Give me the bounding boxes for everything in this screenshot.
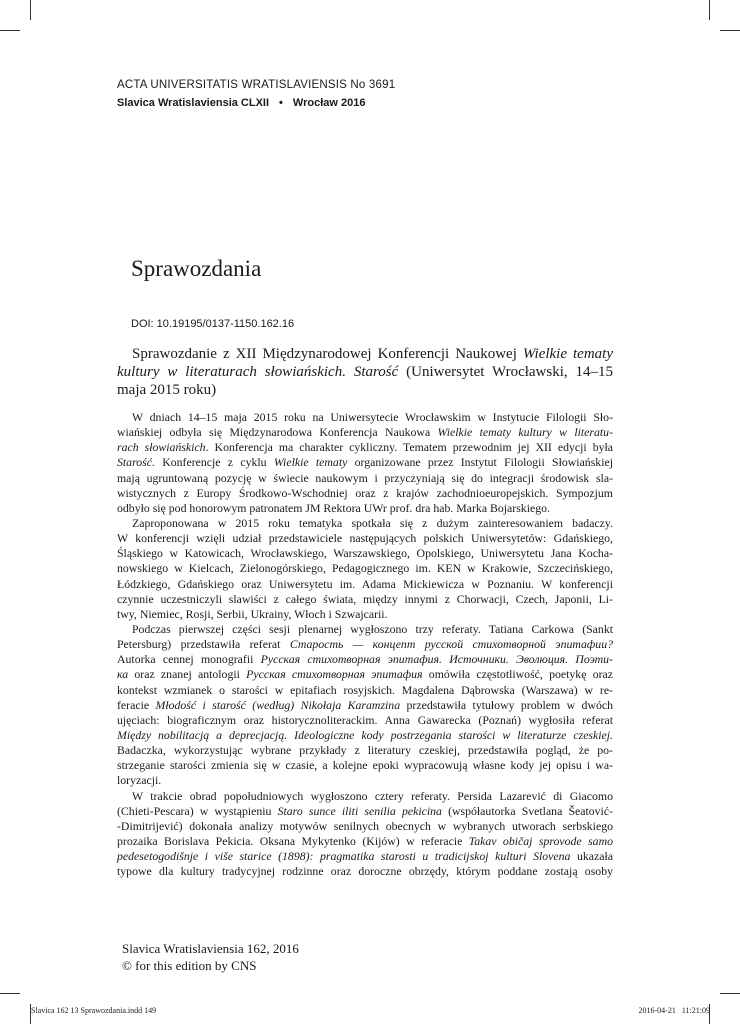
body-segment: Podczas pierwszej części sesji plenarnej wygłoszono trzy referaty. Tatiana Carkowa (Sankt	[132, 621, 613, 636]
body-segment: wistycznych z Europy Środkowo-Wschodniej oraz z krajów zachodnioeuropejskich. Sympozjum	[117, 485, 613, 500]
body-line	[117, 804, 613, 819]
body-line	[117, 743, 613, 758]
body-line	[117, 592, 613, 607]
body-segment: czynnie uczestniczyli slawiści z całego świata, między innymi z Chorwacji, Czech, Japonii, Li-	[117, 591, 613, 606]
body-segment: omówiła częstotliwość, poetykę oraz	[422, 667, 613, 682]
body-segment: prozaika Borislava Pekicia. Oksana Mykytenko (Kijów) w referacie	[117, 833, 469, 848]
body-italic-segment: Młodość i starość (według) Nikołaja Karamzina	[155, 697, 401, 712]
body-line	[117, 410, 613, 425]
body-italic-segment: Takav običaj sprovode samo	[468, 833, 613, 848]
body-line	[117, 758, 613, 773]
body-segment: strzeganie starości zmienia się w czasie, a kolejne epoki wypracowują własne kody jej opisu i wa-	[117, 758, 613, 773]
body-segment: -Dimitrijević) dokonała analizy motywów senilnych obecnych w wybranych utworach serbskiego	[117, 818, 613, 833]
body-segment: loryzacji.	[117, 773, 162, 788]
body-line	[117, 440, 613, 455]
body-italic-segment: pedesetogodišnje i više starice (1898): pragmatika starosti u tradicijskoj kulturi Slovena	[117, 849, 571, 864]
body-line	[117, 819, 613, 834]
body-line	[117, 577, 613, 592]
body-segment: przedstawiła tytułowy problem w dwóch	[400, 697, 613, 712]
body-segment: oraz znanej antologii	[128, 667, 247, 682]
body-italic-segment: Staro sunce iliti senilia pekicina	[277, 803, 442, 818]
body-line	[117, 516, 613, 531]
crop-mark	[30, 0, 31, 20]
report-title-italic: Wielkie tematy kultury w literaturach słowiańskich. Starość	[117, 346, 613, 380]
body-segment: feracie	[117, 697, 156, 712]
body-line	[117, 773, 613, 788]
body-segment: W trakcie obrad popołudniowych wygłoszono cztery referaty. Persida Lazarević di Giacomo	[132, 788, 613, 803]
body-segment: W dniach 14–15 maja 2015 roku na Uniwersytecie Wrocławskim w Instytucie Filologii Sło-	[132, 410, 613, 424]
body-line	[117, 667, 613, 682]
print-slug-file: Slavica 162 13 Sprawozdania.indd 149	[31, 1006, 157, 1015]
print-slug-timestamp	[639, 1006, 710, 1015]
body-segment: Petersburg) przedstawiła referat	[117, 637, 290, 652]
body-line	[117, 849, 613, 864]
footer	[122, 940, 299, 974]
body-segment: Konferencje z cyklu	[154, 455, 274, 470]
section-title: Sprawozdania	[131, 256, 262, 281]
report-title	[117, 345, 613, 399]
body-italic-segment: Wielkie tematy kultury w literatu-	[437, 425, 614, 440]
body-line	[117, 425, 613, 440]
body-line	[117, 471, 613, 486]
body-segment: (współautorka Svetlana Šeatović-	[441, 803, 613, 818]
body-line	[117, 834, 613, 849]
body-segment: Śląskiego w Katowicach, Wrocławskiego, Warszawskiego, Opolskiego, Uniwersytetu Jana Kocha-	[117, 546, 613, 561]
body-segment: ujęciach: biograficznym oraz historycznoliterackim. Anna Gawarecka (Poznań) wygłosiła referat	[117, 712, 613, 727]
body-line	[117, 622, 613, 637]
body-segment: mają ugruntowaną pozycję w świecie naukowym i przyczyniają się do integracji środowisk sla-	[117, 470, 613, 485]
body-italic-segment: Starość.	[117, 455, 155, 470]
journal-header: ACTA UNIVERSITATIS WRATISLAVIENSIS No 3691	[117, 79, 396, 91]
place-year: Wrocław 2016	[292, 97, 366, 109]
report-title-prefix: Sprawozdanie z XII Międzynarodowej Konferencji Naukowej	[132, 346, 523, 362]
crop-mark	[0, 30, 20, 31]
body-line	[117, 713, 613, 728]
body-segment: kontekst wzmianek o starości w epitafiach rosyjskich. Magdalena Dąbrowska (Warszawa) w re-	[117, 682, 613, 697]
body-segment: Badaczka, wykorzystując wybrane przykłady z literatury czeskiej, przedstawiła pogląd, że po-	[117, 743, 613, 758]
body-line	[117, 728, 613, 743]
body-segment: wiańskiej odbyła się Międzynarodowa Konferencja Naukowa	[117, 425, 438, 440]
doi: DOI: 10.19195/0137-1150.162.16	[131, 318, 295, 330]
body-segment: typowe dla kultury tradycyjnej rodzinne oraz doroczne obrzędy, którym poddane zostają osoby	[117, 864, 613, 879]
body-line	[117, 531, 613, 546]
body-line	[117, 486, 613, 501]
body-italic-segment: ка	[117, 667, 129, 682]
header-separator: •	[279, 97, 283, 109]
body-italic-segment: rach słowiańskich	[117, 440, 206, 455]
body-line	[117, 683, 613, 698]
body-line	[117, 637, 613, 652]
body-italic-segment: Русская стихотворная эпитафия	[246, 667, 423, 682]
body-text	[117, 410, 613, 879]
body-italic-segment: Wielkie tematy	[273, 455, 348, 470]
body-segment: odbyło się pod honorowym patronatem JM Rektora UWr prof. dra hab. Marka Bojarskiego.	[117, 500, 550, 515]
body-segment: . Konferencja ma charakter cykliczny. Tematem przewodnim jej XII edycji była	[205, 440, 613, 455]
footer-copyright: © for this edition by CNS	[122, 958, 257, 973]
body-line	[117, 546, 613, 561]
body-line	[117, 864, 613, 879]
print-slug-date: 2016-04-21	[638, 1006, 676, 1015]
body-line	[117, 607, 613, 622]
body-line	[117, 698, 613, 713]
series-header	[117, 97, 365, 109]
crop-mark	[709, 0, 710, 20]
report-title-suffix: (Uniwersytet Wrocławski, 14–15 maja 2015 roku)	[117, 364, 613, 398]
body-segment: twy, Niemiec, Rosji, Serbii, Ukrainy, Włoch i Szwajcarii.	[117, 606, 388, 621]
footer-citation: Slavica Wratislaviensia 162, 2016	[122, 941, 299, 956]
crop-mark	[0, 993, 20, 994]
print-slug-time: 11:21:09	[681, 1006, 710, 1015]
body-line	[117, 652, 613, 667]
body-segment: ukazała	[570, 849, 614, 864]
body-segment: nowskiego w Kielcach, Zielonogórskiego, Pedagogicznego im. KEN w Krakowie, Szczecińskiego,	[117, 561, 613, 576]
body-line	[117, 455, 613, 470]
body-segment: Zaproponowana w 2015 roku tematyka spotkała się z dużym zainteresowaniem badaczy.	[132, 515, 613, 530]
body-italic-segment: Русская стихотворная эпитафия. Источники. Эволюция. Поэти-	[260, 652, 613, 667]
body-segment: Autorka cennej monografii	[117, 652, 261, 667]
body-italic-segment: Старость — концепт русской стихотворной эпитафии?	[289, 637, 613, 652]
body-segment: (Chieti-Pescara) w wystąpieniu	[117, 803, 278, 818]
body-line	[117, 501, 613, 516]
crop-mark	[720, 30, 740, 31]
body-italic-segment: Między nobilitacją a deprecjacją. Ideologiczne kody postrzegania starości w literaturze czeskiej.	[117, 727, 613, 742]
series-name: Slavica Wratislaviensia CLXII	[117, 97, 270, 109]
crop-mark	[720, 993, 740, 994]
body-segment: organizowane przez Instytut Filologii Słowiańskiej	[347, 455, 613, 470]
body-segment: W konferencji wzięli udział przedstawiciele następujących polskich Uniwersytetów: Gdańskiego,	[117, 531, 613, 546]
body-line	[117, 789, 613, 804]
body-segment: Łódzkiego, Gdańskiego oraz Uniwersytetu im. Adama Mickiewicza w Poznaniu. W konferencji	[117, 576, 613, 591]
body-line	[117, 561, 613, 576]
